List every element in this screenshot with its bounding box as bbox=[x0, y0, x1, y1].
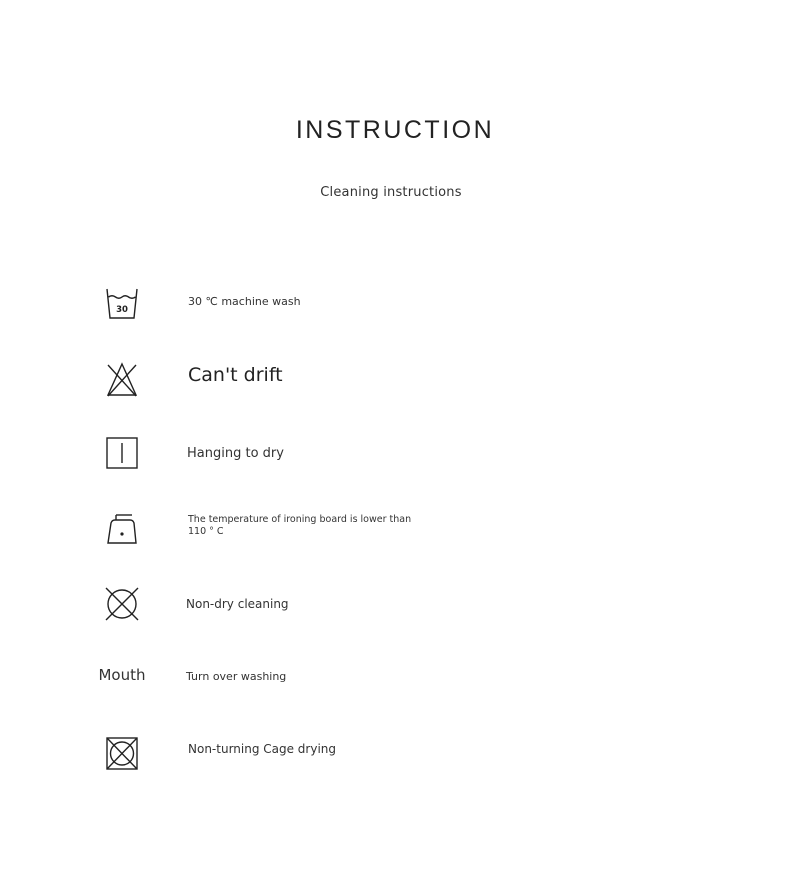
no-bleach-icon bbox=[102, 360, 142, 400]
page-title: INSTRUCTION bbox=[295, 116, 495, 144]
hang-dry-icon bbox=[102, 434, 142, 474]
no-tumble-dry-icon bbox=[102, 734, 142, 774]
wash-30-icon bbox=[102, 284, 142, 324]
turn-over-icon-text: Mouth bbox=[98, 666, 146, 684]
page-subtitle: Cleaning instructions bbox=[320, 185, 462, 200]
no-dry-clean-icon bbox=[102, 584, 142, 624]
turn-over-label: Turn over washing bbox=[186, 670, 287, 683]
iron-label-line1: The temperature of ironing board is lower than bbox=[188, 514, 412, 525]
hang-dry-label: Hanging to dry bbox=[187, 446, 284, 461]
wash-label: 30 ℃ machine wash bbox=[188, 295, 301, 308]
iron-low-icon bbox=[102, 508, 142, 548]
wash-temperature-text: 30 bbox=[116, 305, 128, 315]
no-dry-clean-label: Non-dry cleaning bbox=[186, 597, 289, 611]
no-bleach-label: Can't drift bbox=[188, 364, 283, 386]
no-tumble-dry-label: Non-turning Cage drying bbox=[188, 742, 337, 756]
iron-label-line2: 110 ° C bbox=[188, 526, 224, 537]
